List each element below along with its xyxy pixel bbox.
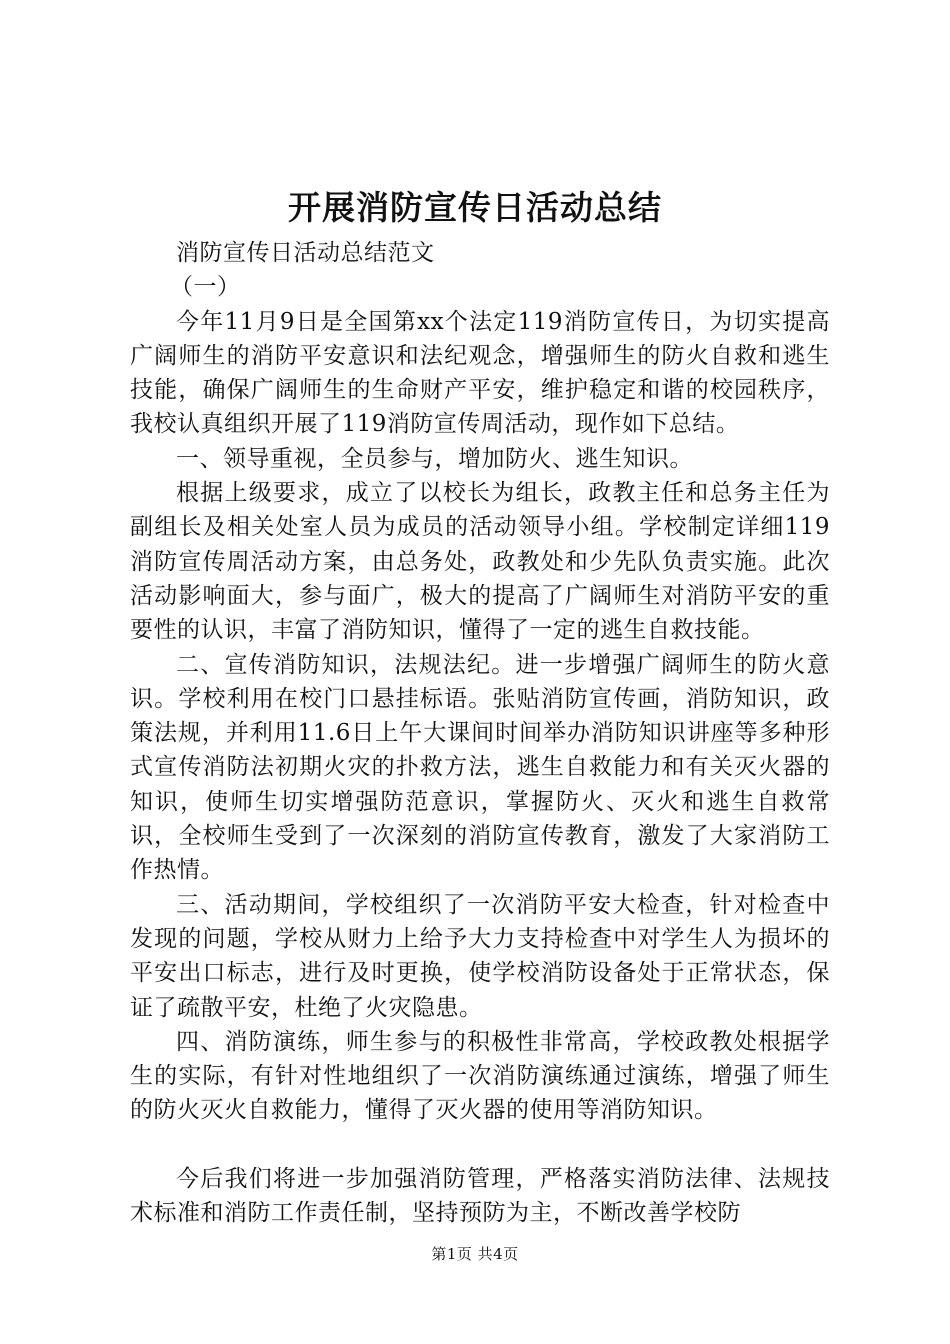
document-title: 开展消防宣传日活动总结 <box>288 188 662 227</box>
paragraph-publicity: 二、宣传消防知识，法规法纪。进一步增强广阔师生的防火意识。学校利用在校门口悬挂标语。张贴消防宣传画，消防知识，政策法规，并利用11.6日上午大课间时间举办消防知识讲座等多种形式宣传消防法初期火灾的扑救方法，逃生自救能力和有关灭火器的知识，使师生切实增强防范意识，掌握防火、灭火和逃生自救常识，全校师生受到了一次深刻的消防宣传教育，激发了大家消防工作热情。 <box>130 651 830 884</box>
paragraph-spacer <box>130 1128 830 1162</box>
paragraph-leadership: 根据上级要求，成立了以校长为组长，政教主任和总务主任为副组长及相关处室人员为成员的活动领导小组。学校制定详细119消防宣传周活动方案，由总务处，政教处和少先队负责实施。此次活动影响面大，参与面广，极大的提高了广阔师生对消防平安的重要性的认识，丰富了消防知识，懂得了一定的逃生自救技能。 <box>130 480 830 644</box>
paragraph-intro: 今年11月9日是全国第xx个法定119消防宣传日，为切实提高广阔师生的消防平安意识和法纪观念，增强师生的防火自救和逃生技能，确保广阔师生的生命财产平安，维护稳定和谐的校园秩序，我校认真组织开展了119消防宣传周活动，现作如下总结。 <box>130 308 830 438</box>
document-body <box>130 236 830 1230</box>
section-marker: （一） <box>170 274 241 301</box>
paragraph-inspection: 三、活动期间，学校组织了一次消防平安大检查，针对检查中发现的问题，学校从财力上给予大力支持检查中对学生人为损坏的平安出口标志，进行及时更换，使学校消防设备处于正常状态，保证了疏散平安，杜绝了火灾隐患。 <box>130 891 830 1021</box>
heading-one: 一、领导重视，全员参与，增加防火、逃生知识。 <box>176 445 693 472</box>
page-footer: 第1页 共4页 <box>431 1245 519 1263</box>
paragraph-future: 今后我们将进一步加强消防管理，严格落实消防法律、法规技术标准和消防工作责任制，坚持预防为主，不断改善学校防 <box>130 1165 830 1227</box>
document-subtitle: 消防宣传日活动总结范文 <box>176 240 435 266</box>
paragraph-drill: 四、消防演练，师生参与的积极性非常高，学校政教处根据学生的实际，有针对性地组织了一次消防演练通过演练，增强了师生的防火灭火自救能力，懂得了灭火器的使用等消防知识。 <box>130 1028 830 1124</box>
